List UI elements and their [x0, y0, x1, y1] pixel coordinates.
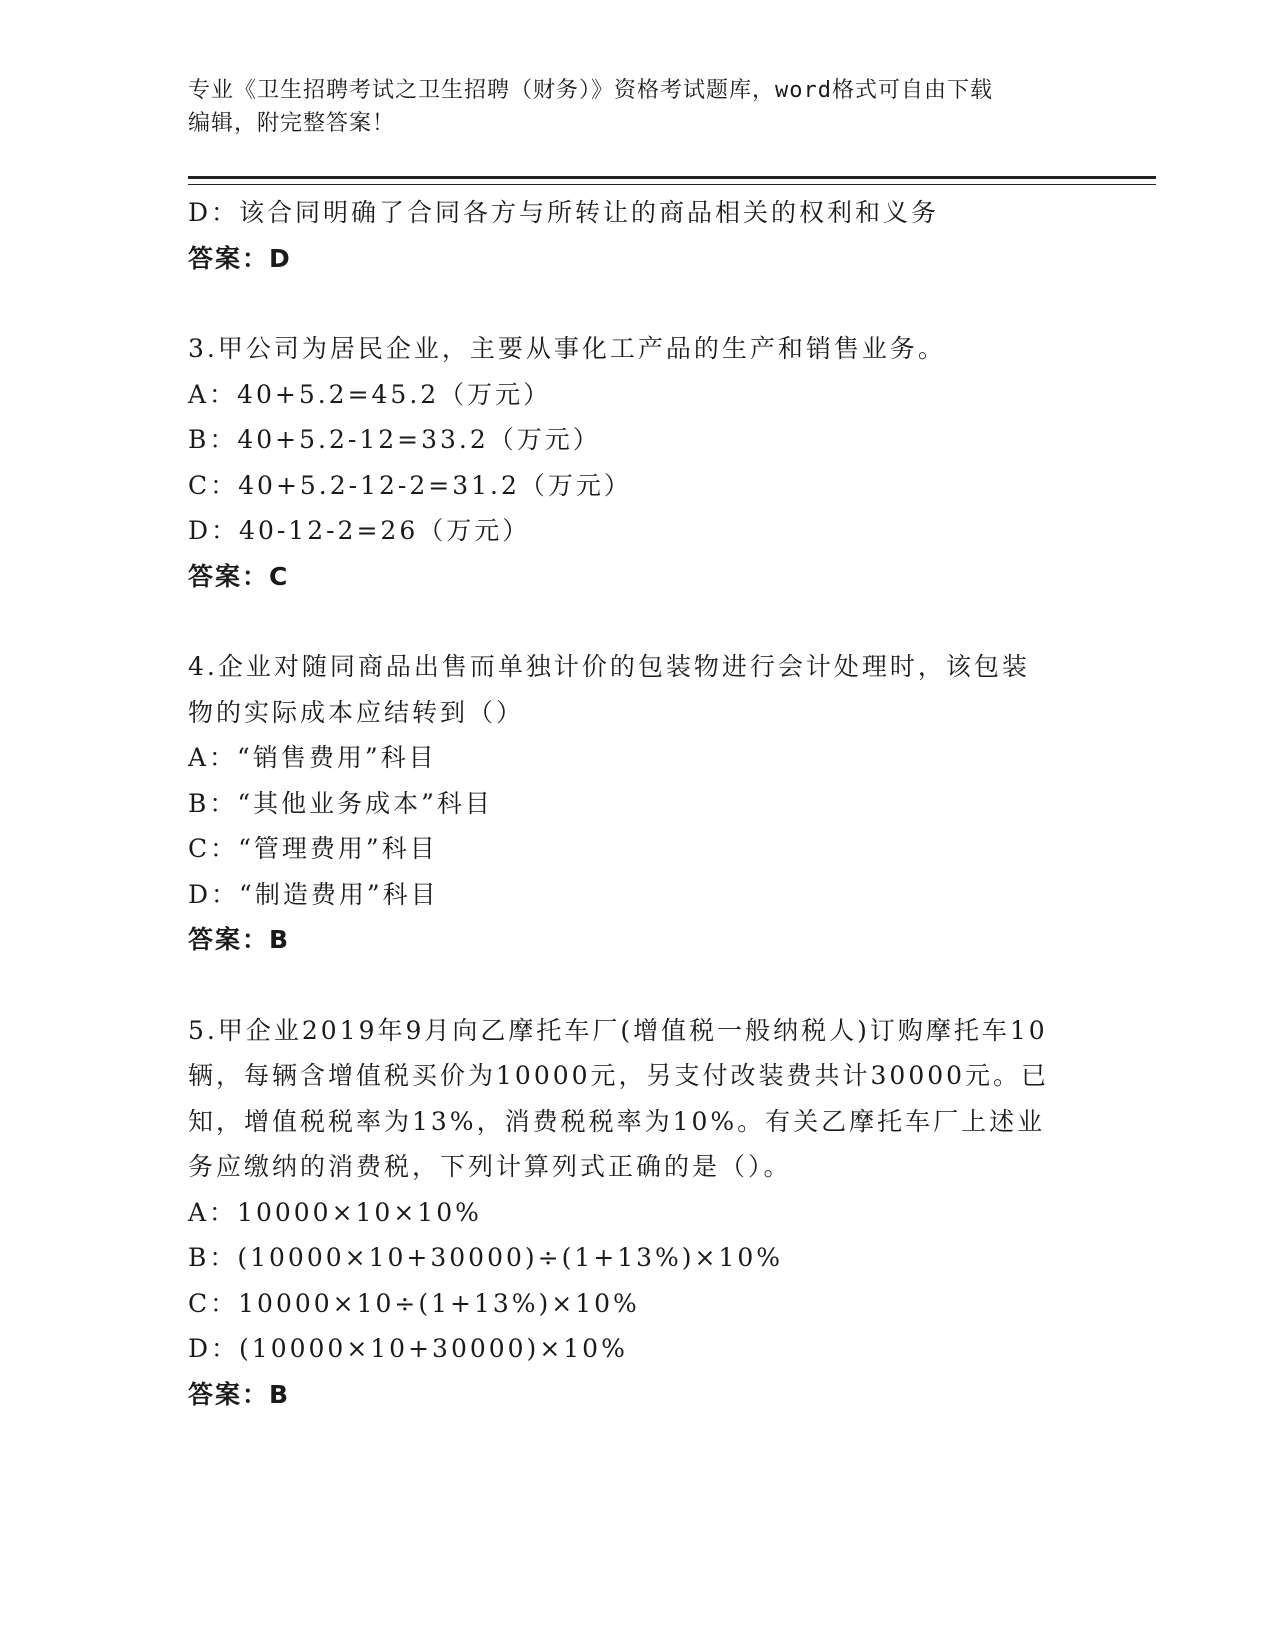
question-3	[188, 326, 1088, 599]
question-5-option-d: D：(10000×10+30000)×10%	[188, 1334, 628, 1363]
header-line-2: 编辑，附完整答案！	[188, 111, 396, 136]
header-rule-thin	[188, 184, 1156, 185]
question-5-option-b: B：(10000×10+30000)÷(1+13%)×10%	[188, 1243, 784, 1272]
document-header	[188, 74, 1088, 140]
question-3-stem-line-1: 3.甲公司为居民企业，主要从事化工产品的生产和销售业务。	[188, 334, 946, 363]
question-4-option-a: A：“销售费用”科目	[188, 743, 437, 772]
question-5-option-c: C：10000×10÷(1+13%)×10%	[188, 1288, 640, 1318]
question-5-answer: 答案：B	[188, 1379, 291, 1409]
question-3-option-b: B：40+5.2-12=33.2（万元）	[188, 425, 601, 454]
question-4	[188, 644, 1088, 963]
question-5-stem-line-3: 知，增值税税率为13%，消费税税率为10%。有关乙摩托车厂上述业	[188, 1106, 1046, 1136]
question-3-option-c: C：40+5.2-12-2=31.2（万元）	[188, 470, 632, 500]
question-5	[188, 1008, 1088, 1418]
prev-question-answer: 答案：D	[188, 243, 292, 273]
question-4-stem-line-1: 4.企业对随同商品出售而单独计价的包装物进行会计处理时，该包装	[188, 652, 1030, 681]
header-line-1: 专业《卫生招聘考试之卫生招聘（财务）》资格考试题库，word格式可自由下载	[188, 78, 993, 103]
question-5-stem-line-4: 务应缴纳的消费税，下列计算列式正确的是（）。	[188, 1152, 792, 1181]
question-4-answer: 答案：B	[188, 925, 291, 954]
header-rule-thick	[188, 176, 1156, 179]
prev-question-option-d: D：该合同明确了合同各方与所转让的商品相关的权利和义务	[188, 198, 940, 227]
question-5-stem-line-2: 辆，每辆含增值税买价为10000元，另支付改装费共计30000元。已	[188, 1061, 1050, 1090]
question-3-option-a: A：40+5.2=45.2（万元）	[188, 379, 552, 409]
question-3-option-d: D：40-12-2=26（万元）	[188, 516, 531, 545]
document-body	[188, 190, 1088, 1417]
question-4-stem-line-2: 物的实际成本应结转到（）	[188, 697, 525, 727]
question-4-option-d: D：“制造费用”科目	[188, 879, 439, 909]
question-4-option-b: B：“其他业务成本”科目	[188, 788, 493, 818]
question-4-option-c: C：“管理费用”科目	[188, 834, 438, 863]
question-3-answer: 答案：C	[188, 561, 290, 591]
question-5-stem-line-1: 5.甲企业2019年9月向乙摩托车厂(增值税一般纳税人)订购摩托车10	[188, 1015, 1048, 1045]
question-5-option-a: A：10000×10×10%	[188, 1197, 482, 1227]
